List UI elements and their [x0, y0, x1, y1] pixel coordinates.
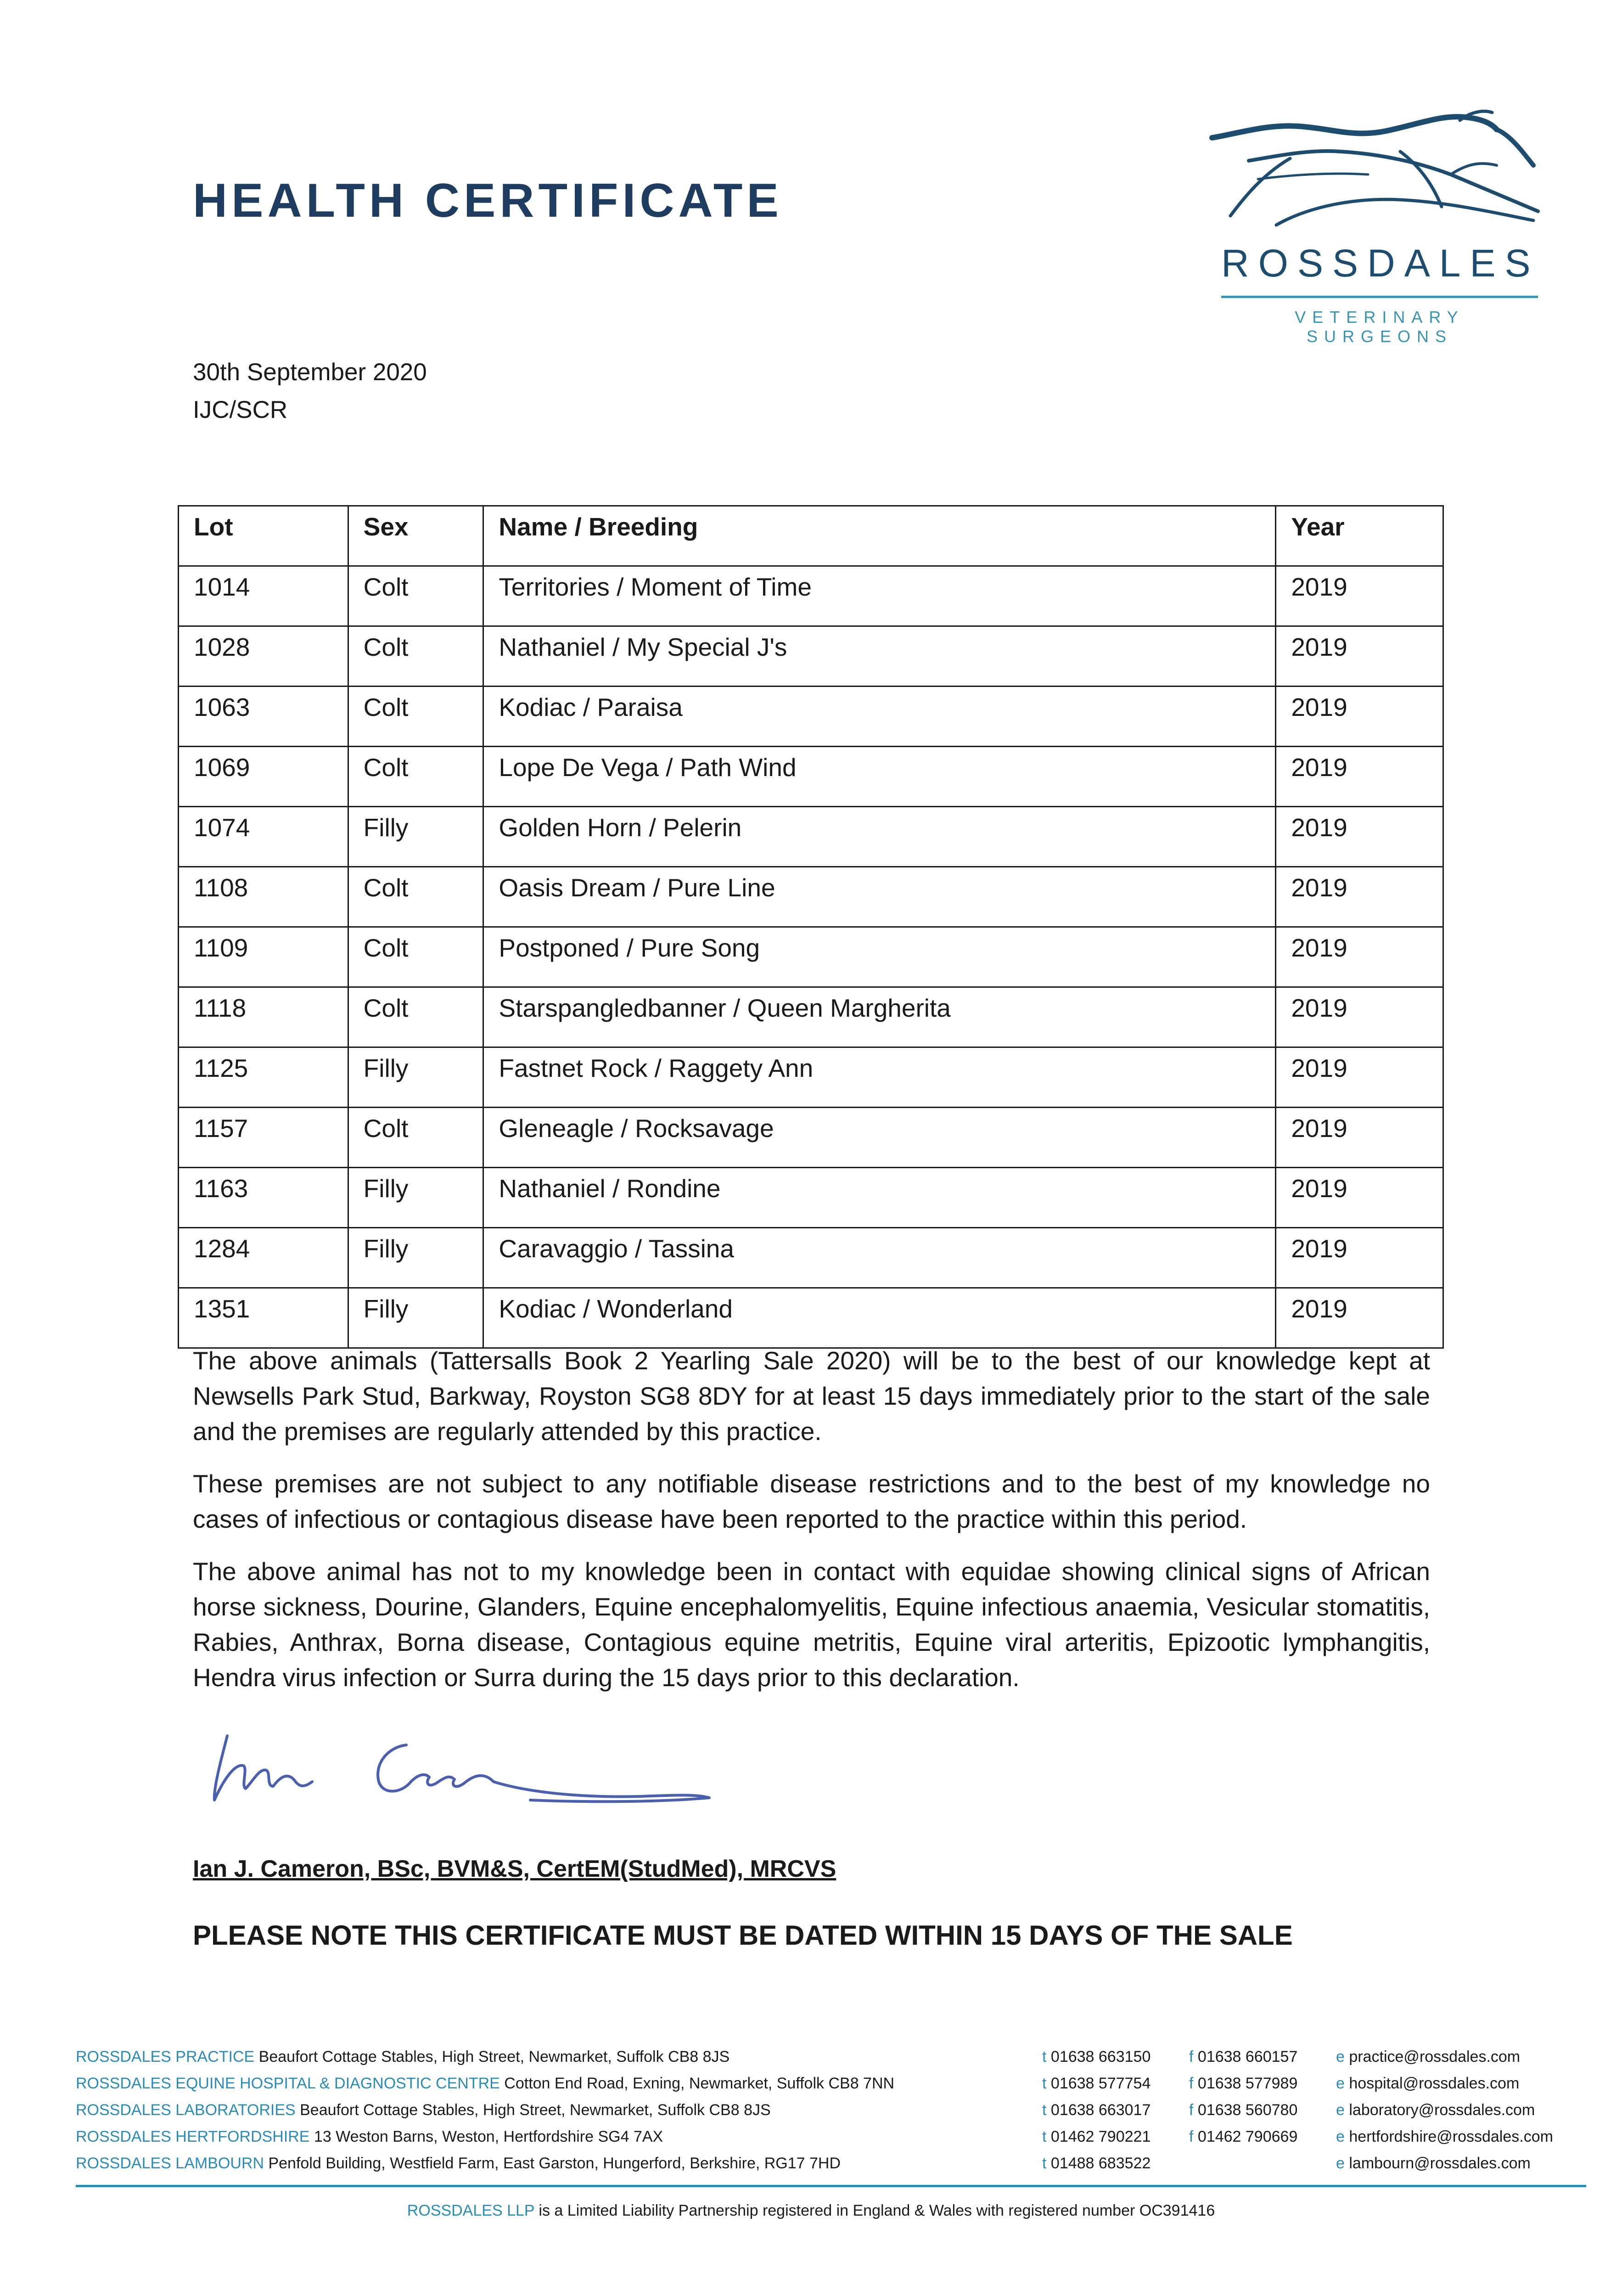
- cell-year: 2019: [1276, 1108, 1443, 1168]
- cell-sex: Filly: [348, 1168, 483, 1228]
- cell-year: 2019: [1276, 927, 1443, 987]
- office-email[interactable]: e practice@rossdales.com: [1336, 2048, 1521, 2065]
- cell-lot: 1118: [179, 987, 348, 1047]
- office-email[interactable]: e hospital@rossdales.com: [1336, 2075, 1520, 2092]
- cell-name-breeding: Fastnet Rock / Raggety Ann: [483, 1047, 1276, 1108]
- paragraph-clinical-signs: The above animal has not to my knowledge been in contact with equidae showing clinical signs of African horse sickness, Dourine, Glanders, Equine encephalomyelitis, Equine infectious anaemia, Vesicular stomatitis, Rabies, Anthrax, Borna disease, Contagious equine metritis, Equine viral arteritis, Epizootic lymphangitis, Hendra virus infection or Surra during the 15 days prior to this declaration.: [193, 1557, 1430, 1692]
- cell-name-breeding: Kodiac / Wonderland: [483, 1288, 1276, 1348]
- horse-icon: [1203, 106, 1552, 243]
- cell-name-breeding: Postponed / Pure Song: [483, 927, 1276, 987]
- footer-divider: [76, 2185, 1586, 2187]
- cell-year: 2019: [1276, 867, 1443, 927]
- llp-name: ROSSDALES LLP: [407, 2202, 534, 2219]
- cell-sex: Colt: [348, 867, 483, 927]
- cell-lot: 1074: [179, 807, 348, 867]
- office-email[interactable]: e hertfordshire@rossdales.com: [1336, 2128, 1553, 2145]
- cell-year: 2019: [1276, 987, 1443, 1047]
- table-row: [179, 867, 1443, 927]
- office-name: ROSSDALES LAMBOURN: [76, 2155, 264, 2172]
- cell-year: 2019: [1276, 687, 1443, 747]
- office-address: Penfold Building, Westfield Farm, East Garston, Hungerford, Berkshire, RG17 7HD: [264, 2155, 841, 2172]
- cell-lot: 1351: [179, 1288, 348, 1348]
- table-row: [179, 1108, 1443, 1168]
- cell-lot: 1108: [179, 867, 348, 927]
- office-address: Beaufort Cottage Stables, High Street, Newmarket, Suffolk CB8 8JS: [254, 2048, 730, 2065]
- rossdales-logo: [1203, 106, 1552, 344]
- cell-name-breeding: Caravaggio / Tassina: [483, 1228, 1276, 1288]
- cell-lot: 1069: [179, 747, 348, 807]
- signatory-name: Ian J. Cameron, BSc, BVM&S, CertEM(StudMed), MRCVS: [193, 1856, 836, 1882]
- cell-name-breeding: Territories / Moment of Time: [483, 566, 1276, 626]
- cell-sex: Colt: [348, 987, 483, 1047]
- office-name: ROSSDALES HERTFORDSHIRE: [76, 2128, 310, 2145]
- footer-row: [76, 2155, 1586, 2181]
- office-telephone: t 01638 663017: [1042, 2101, 1151, 2119]
- cell-sex: Filly: [348, 1047, 483, 1108]
- logo-divider: [1221, 296, 1538, 298]
- column-header-year: Year: [1276, 506, 1443, 566]
- office-fax: f 01638 577989: [1189, 2075, 1298, 2092]
- office-telephone: t 01638 577754: [1042, 2075, 1151, 2092]
- brand-subtitle: VETERINARY SURGEONS: [1295, 308, 1465, 346]
- office-address: Beaufort Cottage Stables, High Street, Newmarket, Suffolk CB8 8JS: [295, 2101, 771, 2119]
- table-row: [179, 687, 1443, 747]
- cell-year: 2019: [1276, 747, 1443, 807]
- footer-row: [76, 2128, 1586, 2155]
- cell-name-breeding: Kodiac / Paraisa: [483, 687, 1276, 747]
- table-row: [179, 807, 1443, 867]
- cell-year: 2019: [1276, 807, 1443, 867]
- office-telephone: t 01488 683522: [1042, 2155, 1151, 2172]
- brand-name: ROSSDALES: [1221, 242, 1540, 285]
- office-fax: f 01638 560780: [1189, 2101, 1298, 2119]
- handwritten-signature: [209, 1713, 737, 1825]
- footer-row: [76, 2048, 1586, 2075]
- column-header-name-breeding: Name / Breeding: [483, 506, 1276, 566]
- cell-name-breeding: Nathaniel / My Special J's: [483, 626, 1276, 687]
- cell-sex: Colt: [348, 626, 483, 687]
- cell-name-breeding: Golden Horn / Pelerin: [483, 807, 1276, 867]
- cell-sex: Colt: [348, 566, 483, 626]
- certificate-notice: PLEASE NOTE THIS CERTIFICATE MUST BE DATED WITHIN 15 DAYS OF THE SALE: [193, 1920, 1293, 1951]
- cell-name-breeding: Starspangledbanner / Queen Margherita: [483, 987, 1276, 1047]
- table-row: [179, 747, 1443, 807]
- cell-lot: 1028: [179, 626, 348, 687]
- page-title: HEALTH CERTIFICATE: [193, 174, 783, 227]
- letter-date: 30th September 2020: [193, 359, 427, 386]
- table-row: [179, 1288, 1443, 1348]
- office-telephone: t 01638 663150: [1042, 2048, 1151, 2065]
- letter-meta: [193, 354, 427, 429]
- cell-name-breeding: Nathaniel / Rondine: [483, 1168, 1276, 1228]
- table-row: [179, 1168, 1443, 1228]
- table-header-row: [179, 506, 1443, 566]
- cell-lot: 1014: [179, 566, 348, 626]
- cell-sex: Filly: [348, 807, 483, 867]
- llp-text: is a Limited Liability Partnership registered in England & Wales with registered number OC391416: [534, 2202, 1215, 2219]
- cell-year: 2019: [1276, 1288, 1443, 1348]
- cell-sex: Colt: [348, 687, 483, 747]
- cell-sex: Filly: [348, 1228, 483, 1288]
- office-name: ROSSDALES PRACTICE: [76, 2048, 255, 2065]
- footer-row: [76, 2075, 1586, 2101]
- cell-year: 2019: [1276, 1047, 1443, 1108]
- paragraph-sale-location: The above animals (Tattersalls Book 2 Yearling Sale 2020) will be to the best of our knowledge kept at Newsells Park Stud, Barkway, Royston SG8 8DY for at least 15 days immediately prior to the start of the sale and the premises are regularly attended by this practice.: [193, 1346, 1430, 1446]
- cell-lot: 1284: [179, 1228, 348, 1288]
- cell-lot: 1163: [179, 1168, 348, 1228]
- lots-table: [178, 505, 1444, 1349]
- table-row: [179, 626, 1443, 687]
- cell-sex: Colt: [348, 747, 483, 807]
- cell-year: 2019: [1276, 1228, 1443, 1288]
- footer-row: [76, 2101, 1586, 2128]
- cell-sex: Colt: [348, 1108, 483, 1168]
- footer-contacts: [76, 2048, 1586, 2181]
- cell-lot: 1125: [179, 1047, 348, 1108]
- office-email[interactable]: e lambourn@rossdales.com: [1336, 2155, 1531, 2172]
- cell-lot: 1157: [179, 1108, 348, 1168]
- office-address: 13 Weston Barns, Weston, Hertfordshire SG4 7AX: [309, 2128, 663, 2145]
- cell-sex: Colt: [348, 927, 483, 987]
- cell-sex: Filly: [348, 1288, 483, 1348]
- letter-reference: IJC/SCR: [193, 396, 288, 423]
- office-email[interactable]: e laboratory@rossdales.com: [1336, 2101, 1535, 2119]
- paragraph-disease-restrictions: These premises are not subject to any notifiable disease restrictions and to the best of my knowledge no cases of infectious or contagious disease have been reported to the practice within this period.: [193, 1469, 1430, 1533]
- cell-year: 2019: [1276, 1168, 1443, 1228]
- office-fax: f 01462 790669: [1189, 2128, 1298, 2145]
- cell-year: 2019: [1276, 626, 1443, 687]
- cell-name-breeding: Oasis Dream / Pure Line: [483, 867, 1276, 927]
- table-row: [179, 1228, 1443, 1288]
- cell-name-breeding: Gleneagle / Rocksavage: [483, 1108, 1276, 1168]
- cell-name-breeding: Lope De Vega / Path Wind: [483, 747, 1276, 807]
- office-address: Cotton End Road, Exning, Newmarket, Suffolk CB8 7NN: [500, 2075, 895, 2092]
- office-fax: f 01638 660157: [1189, 2048, 1298, 2065]
- cell-lot: 1109: [179, 927, 348, 987]
- column-header-lot: Lot: [179, 506, 348, 566]
- cell-lot: 1063: [179, 687, 348, 747]
- llp-registration: [0, 2202, 1622, 2220]
- table-row: [179, 927, 1443, 987]
- column-header-sex: Sex: [348, 506, 483, 566]
- office-telephone: t 01462 790221: [1042, 2128, 1151, 2145]
- office-name: ROSSDALES LABORATORIES: [76, 2101, 296, 2119]
- table-row: [179, 987, 1443, 1047]
- table-row: [179, 1047, 1443, 1108]
- cell-year: 2019: [1276, 566, 1443, 626]
- office-name: ROSSDALES EQUINE HOSPITAL & DIAGNOSTIC CENTRE: [76, 2075, 500, 2092]
- table-row: [179, 566, 1443, 626]
- certificate-body: [193, 1343, 1430, 1712]
